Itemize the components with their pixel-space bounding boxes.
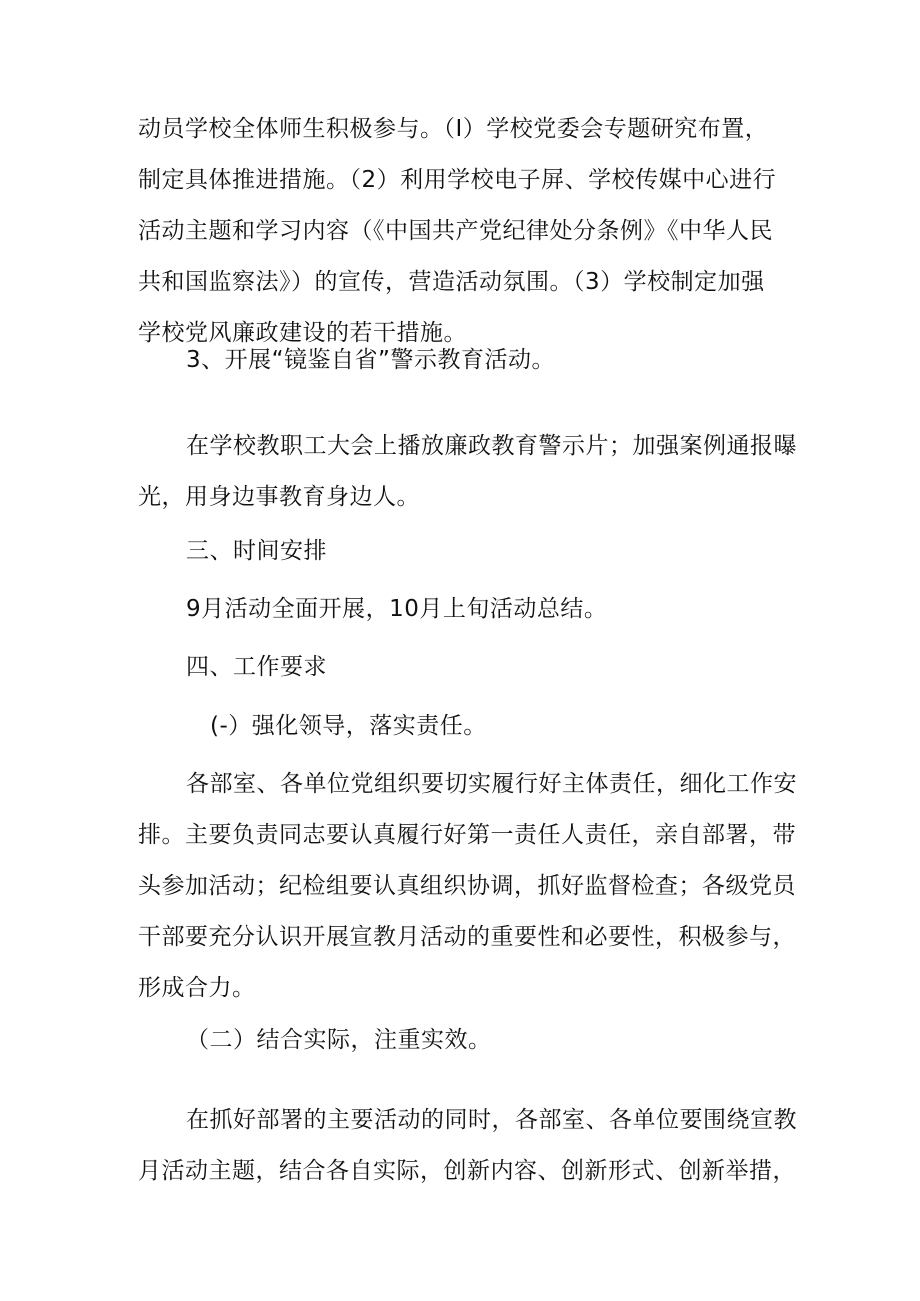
text-line: 排。主要负责同志要认真履行好第一责任人责任，亲自部署，带 (138, 822, 796, 848)
heading-text: （二）结合实际，注重实效。 (186, 1027, 492, 1053)
item-3-body (138, 421, 798, 523)
text-line: 制定具体推进措施。（2）利用学校电子屏、学校传媒中心进行 (138, 167, 777, 193)
text-line: 共和国监察法》）的宣传，营造活动氛围。（3）学校制定加强 (138, 269, 765, 295)
text-line: 动员学校全体师生积极参与。（I）学校党委会专题研究布置， (138, 116, 769, 142)
text-line: 干部要充分认识开展宣教月活动的重要性和必要性，积极参与， (138, 924, 796, 950)
section-4-heading (138, 642, 798, 693)
sub-2-body (138, 1095, 798, 1197)
section-3-body (138, 584, 798, 635)
text-line: 9月活动全面开展，10月上旬活动总结。 (186, 596, 608, 622)
text-line: 在抓好部署的主要活动的同时，各部室、各单位要围绕宣教 (186, 1107, 797, 1133)
text-line: 形成合力。 (138, 975, 256, 1001)
text-line: 月活动主题，结合各自实际，创新内容、创新形式、创新举措， (138, 1158, 796, 1184)
text-line: 在学校教职工大会上播放廉政教育警示片；加强案例通报曝 (186, 433, 797, 459)
sub-1-heading (138, 701, 798, 752)
item-3-heading (138, 335, 798, 386)
text-line: 各部室、各单位党组织要切实履行好主体责任，细化工作安 (186, 771, 797, 797)
heading-text: 四、工作要求 (186, 654, 327, 680)
text-line: 学校党风廉政建设的若干措施。 (138, 320, 467, 346)
heading-text: 3、开展“镜鉴自省”警示教育活动。 (186, 347, 555, 373)
section-3-heading (138, 526, 798, 577)
sub-2-heading (138, 1015, 798, 1066)
heading-text: 三、时间安排 (186, 538, 327, 564)
text-line: 活动主题和学习内容（《中国共产党纪律处分条例》《中华人民 (138, 218, 773, 244)
paragraph-continued (138, 104, 798, 359)
text-line: 头参加活动；纪检组要认真组织协调，抓好监督检查；各级党员 (138, 873, 796, 899)
heading-text: (-）强化领导，落实责任。 (210, 713, 487, 739)
text-line: 光，用身边事教育身边人。 (138, 484, 420, 510)
sub-1-body (138, 759, 798, 1014)
